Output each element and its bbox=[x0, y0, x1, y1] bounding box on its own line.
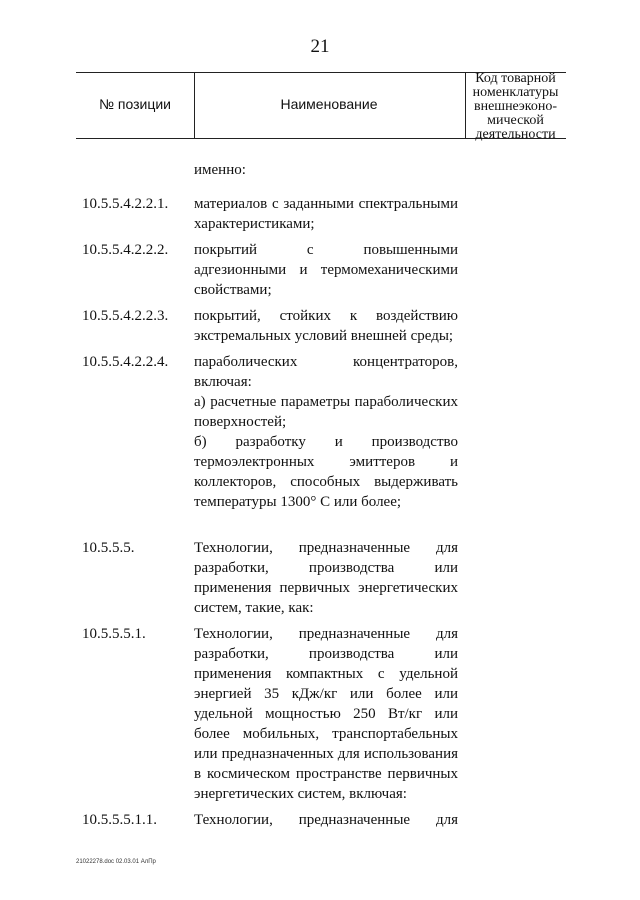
header-name: Наименование bbox=[280, 96, 378, 112]
position-number: 10.5.5.4.2.2.1. bbox=[82, 196, 169, 212]
table-row bbox=[76, 352, 466, 512]
item-description bbox=[194, 194, 458, 234]
item-description bbox=[194, 160, 458, 180]
description-paragraph: а) расчетные параметры параболических поверхностей; bbox=[194, 394, 458, 430]
description-paragraph: Технологии, предназначенные для разработки, производства или применения компактных с удельной энергией 35 кДж/кг или более или удельной мощностью 250 Вт/кг или более мобильных, транспортабельных или предназначенных для использования в космическом пространстве первичных энергетических систем, включая: bbox=[194, 626, 458, 802]
header-position: № позиции bbox=[98, 96, 172, 112]
table-row bbox=[76, 306, 466, 346]
description-paragraph: б) разработку и производство термоэлектронных эмиттеров и коллекторов, способных выдерживать температуры 1300° С или более; bbox=[194, 434, 458, 510]
position-number: 10.5.5.5.1. bbox=[82, 626, 146, 642]
position-number: 10.5.5.5. bbox=[82, 540, 135, 556]
page-number: 21 bbox=[310, 36, 330, 57]
position-number: 10.5.5.4.2.2.4. bbox=[82, 354, 169, 370]
table-row bbox=[76, 810, 466, 830]
item-description bbox=[194, 810, 458, 830]
description-paragraph: Технологии, предназначенные для bbox=[194, 812, 458, 828]
item-description bbox=[194, 538, 458, 618]
table-body bbox=[76, 160, 466, 830]
position-number: 10.5.5.4.2.2.3. bbox=[82, 308, 169, 324]
description-paragraph: Технологии, предназначенные для разработки, производства или применения первичных энергетических систем, такие, как: bbox=[194, 540, 458, 616]
description-paragraph: покрытий с повышенными адгезионными и термомеханическими свойствами; bbox=[194, 242, 458, 298]
item-description bbox=[194, 624, 458, 804]
table-row bbox=[76, 160, 466, 180]
item-description bbox=[194, 240, 458, 300]
header-code-line: Код товарной bbox=[475, 71, 556, 86]
item-description bbox=[194, 306, 458, 346]
table-header bbox=[76, 71, 566, 142]
item-description bbox=[194, 352, 458, 512]
position-number: 10.5.5.4.2.2.2. bbox=[82, 242, 169, 258]
table-row bbox=[76, 240, 466, 300]
table-row bbox=[76, 538, 466, 618]
header-code-line: мической bbox=[487, 113, 544, 128]
header-code-line: номенклатуры bbox=[472, 85, 559, 100]
description-paragraph: параболических концентраторов, включая: bbox=[194, 354, 458, 390]
table-row bbox=[76, 624, 466, 804]
table-row bbox=[76, 194, 466, 234]
description-paragraph: покрытий, стойких к воздействию экстремальных условий внешней среды; bbox=[194, 308, 458, 344]
description-paragraph: именно: bbox=[194, 162, 246, 178]
document-footer: 21022278.doc 02.03.01 АлПр bbox=[76, 859, 156, 865]
description-paragraph: материалов с заданными спектральными характеристиками; bbox=[194, 196, 458, 232]
header-code-line: деятельности bbox=[475, 127, 556, 142]
header-code-line: внешнеэконо- bbox=[473, 99, 558, 114]
position-number: 10.5.5.5.1.1. bbox=[82, 812, 157, 828]
header-code bbox=[465, 72, 566, 142]
position-number bbox=[76, 160, 194, 180]
